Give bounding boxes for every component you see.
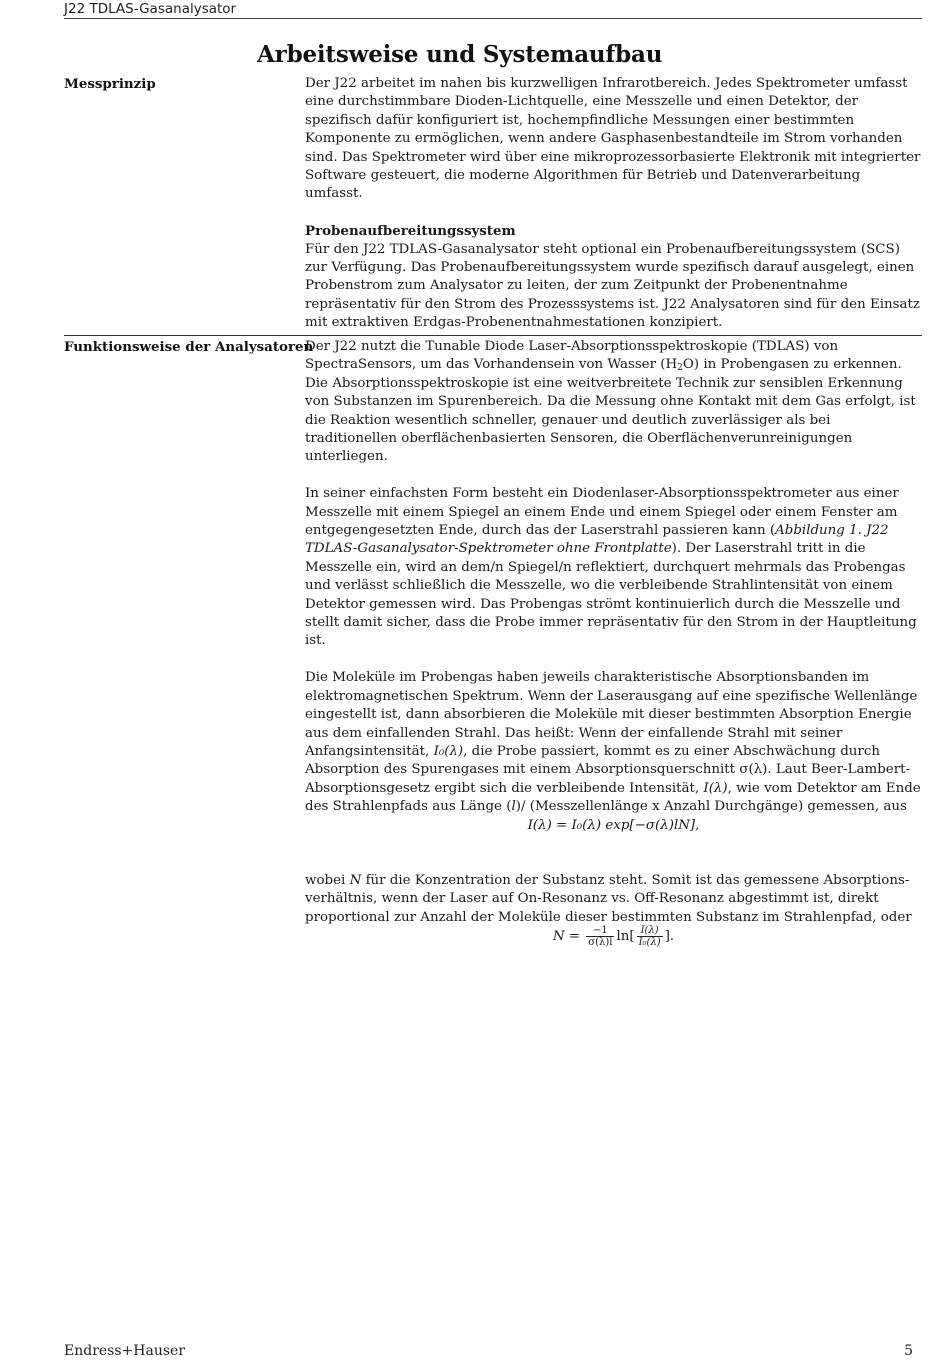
figure-reference: Abbildung 1. J22 TDLAS-Gasanalysator-Spektrometer ohne Frontplatte xyxy=(305,523,889,557)
subheading: Probenaufbereitungssystem xyxy=(305,223,516,240)
section-label-messprinzip: Messprinzip xyxy=(64,76,156,92)
paragraph: Für den J22 TDLAS-Gasanalysator steht optional ein Probenaufbereitungssystem (SCS) zur Verfügung. Das Probenaufbereitungssystem wurde spezifisch darauf ausgelegt, einen Probenstrom zum Analysator zu leiten, der zum Zeitpunkt der Probenentnahme repräsentativ für den Strom des Prozesssystems ist. J22 Analysatoren sind für den Einsatz mit extraktiven Erdgas-Probenentnahmestationen konzipiert. xyxy=(305,241,920,331)
footer-brand: Endress+Hauser xyxy=(64,1343,186,1359)
paragraph: In seiner einfachsten Form besteht ein Diodenlaser-Absorptionsspektrometer aus einer Messzelle mit einem Spiegel an einem Ende und einem Spiegel oder einem Fenster am entgegengesetzten Ende, durch das der Laserstrahl passieren kann (Abbildung 1. J22 TDLAS-Gasanalysator-Spektrometer ohne Frontplatte). Der Laserstrahl tritt in die Messzelle ein, wird an dem/n Spiegel/n reflektiert, durchquert mehrmals das Probengas und verlässt schließlich die Messzelle, wo die verbleibende Strahlintensität von einem Detektor gemessen wird. Das Probengas strömt kontinuierlich durch die Messzelle und stellt damit sicher, dass die Probe immer repräsentativ für den Strom in der Hauptleitung ist. xyxy=(305,486,917,649)
paragraph: wobei N für die Konzentration der Substanz steht. Somit ist das gemessene Absorptionsverhältnis, wenn der Laser auf On-Resonanz vs. Off-Resonanz abgestimmt ist, direkt proportional zur Anzahl der Moleküle dieser bestimmten Substanz im Strahlenpfad, oder xyxy=(305,872,912,925)
section-label-funktionsweise: Funktionsweise der Analysatoren xyxy=(64,339,314,355)
spacer xyxy=(305,853,922,871)
paragraph: Der J22 nutzt die Tunable Diode Laser-Absorptionsspektroskopie (TDLAS) von SpectraSensors, um das Vorhandensein von Wasser $(H_2O)$ in Probengasen zu erkennen. Die Absorptionsspektroskopie ist eine weitverbreitete Technik zur sensiblen Erkennung von Substanzen im Spurenbereich. Da die Messung ohne Kontakt mit dem Gas erfolgt, ist die Reaktion wesentlich schneller, genauer und deutlich zuverlässiger als bei traditionellen oberflächenbasierten Sensoren, die Oberflächenverunreinigungen unterliegen. xyxy=(305,339,916,465)
running-header: J22 TDLAS-Gasanalysator xyxy=(64,1,237,17)
formula-concentration: N = $\frac{-1}{\sigma(\lambda)l}$ ln[ $\frac{I(\lambda)}{\text{I₀(λ)}}$ ]. xyxy=(552,924,675,948)
footer-page-number: 5 xyxy=(904,1343,913,1359)
section-divider xyxy=(64,335,922,336)
paragraph: Die Moleküle im Probengas haben jeweils charakteristische Absorptionsbanden im elektromagnetischen Spektrum. Wenn der Laserausgang auf eine spezifische Wellenlänge eingestellt ist, dann absorbieren die Moleküle mit dieser bestimmten Absorption Energie aus dem einfallenden Strahl. Das heißt: Wenn der einfallende Strahl mit seiner Anfangsintensität, I₀(λ), die Probe passiert, kommt es zu einer Abschwächung durch Absorption des Spurengases mit einem Absorptionsquerschnitt σ(λ). Laut Beer-Lambert-Absorptionsgesetz ergibt sich die verbleibende Intensität, I(λ), wie vom Detektor am Ende des Strahlenpfads aus Länge (l)/ (Messzellenlänge x Anzahl Durchgänge) gemessen, aus xyxy=(305,670,921,815)
formula-beer-lambert: I(λ) = I₀(λ) exp[−σ(λ)lN], xyxy=(527,817,700,833)
header-divider xyxy=(64,18,922,19)
section-body-messprinzip xyxy=(305,75,922,351)
paragraph: Der J22 arbeitet im nahen bis kurzwelligen Infrarotbereich. Jedes Spektrometer umfasst eine durchstimmbare Dioden-Lichtquelle, eine Messzelle und einen Detektor, der spezifisch dafür konfiguriert ist, hochempfindliche Messungen einer bestimmten Komponente zu ermöglichen, wenn andere Gasphasenbestandteile im Strom vorhanden sind. Das Spektrometer wird über eine mikroprozessorbasierte Elektronik mit integrierter Software gesteuert, die moderne Algorithmen für Betrieb und Datenverarbeitung umfasst. xyxy=(305,76,921,202)
page-title: Arbeitsweise und Systemaufbau xyxy=(257,41,663,68)
section-body-funktionsweise xyxy=(305,338,922,948)
